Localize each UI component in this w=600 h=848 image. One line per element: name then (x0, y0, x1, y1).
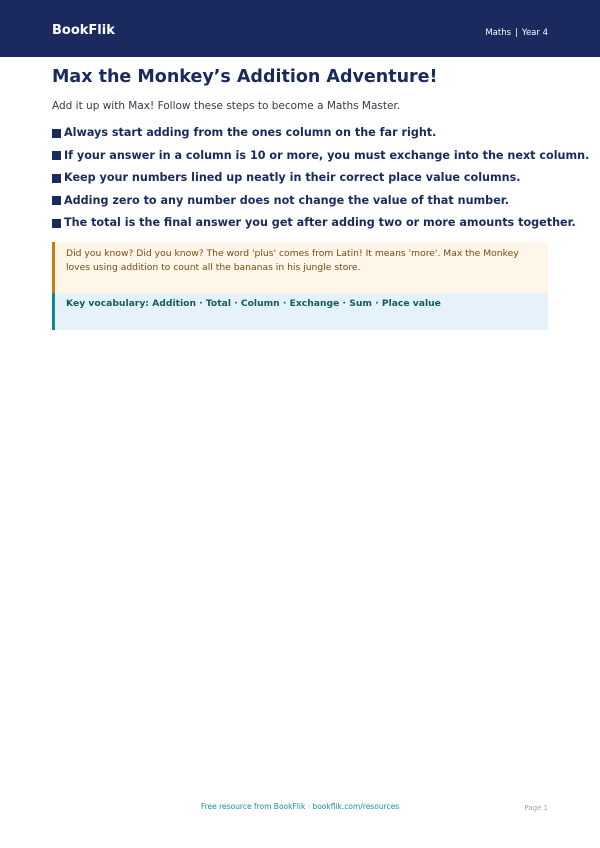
step-item (52, 122, 572, 145)
square-bullet-icon (52, 129, 61, 138)
brand-logo[interactable]: BookFlik (52, 23, 115, 38)
key-vocabulary-box (52, 293, 548, 330)
year-label: Year 4 (521, 28, 548, 38)
steps-list (52, 122, 590, 235)
page-number: Page 1 (524, 804, 548, 812)
subject-year-label (485, 27, 548, 39)
step-item (52, 167, 572, 190)
step-text: If your answer in a column is 10 or more, you must exchange into the next column. (64, 148, 590, 162)
page-title: Max the Monkey’s Addition Adventure! (52, 67, 438, 87)
square-bullet-icon (52, 196, 61, 205)
did-you-know-box (52, 242, 548, 293)
intro-text: Add it up with Max! Follow these steps to become a Maths Master. (52, 100, 401, 112)
footer-link[interactable]: Free resource from BookFlik · bookflik.com/resources (200, 802, 400, 811)
square-bullet-icon (52, 174, 61, 183)
header-bar (0, 0, 600, 57)
step-item (52, 212, 576, 235)
step-text: The total is the final answer you get after adding two or more amounts together. (64, 216, 576, 230)
key-vocabulary-text: Key vocabulary: Addition · Total · Column · Exchange · Sum · Place value (66, 298, 441, 309)
did-you-know-text: Did you know? Did you know? The word 'plus' comes from Latin! It means 'more'. Max the Monkey loves using addition to count all the bananas in his jungle store. (66, 248, 519, 273)
step-item (52, 190, 572, 213)
step-item (52, 145, 590, 168)
step-text: Adding zero to any number does not change the value of that number. (64, 193, 509, 207)
subject-label: Maths (485, 28, 512, 38)
separator: | (515, 28, 518, 38)
square-bullet-icon (52, 219, 61, 228)
step-text: Always start adding from the ones column on the far right. (64, 126, 437, 140)
step-text: Keep your numbers lined up neatly in their correct place value columns. (64, 171, 521, 185)
square-bullet-icon (52, 151, 61, 160)
